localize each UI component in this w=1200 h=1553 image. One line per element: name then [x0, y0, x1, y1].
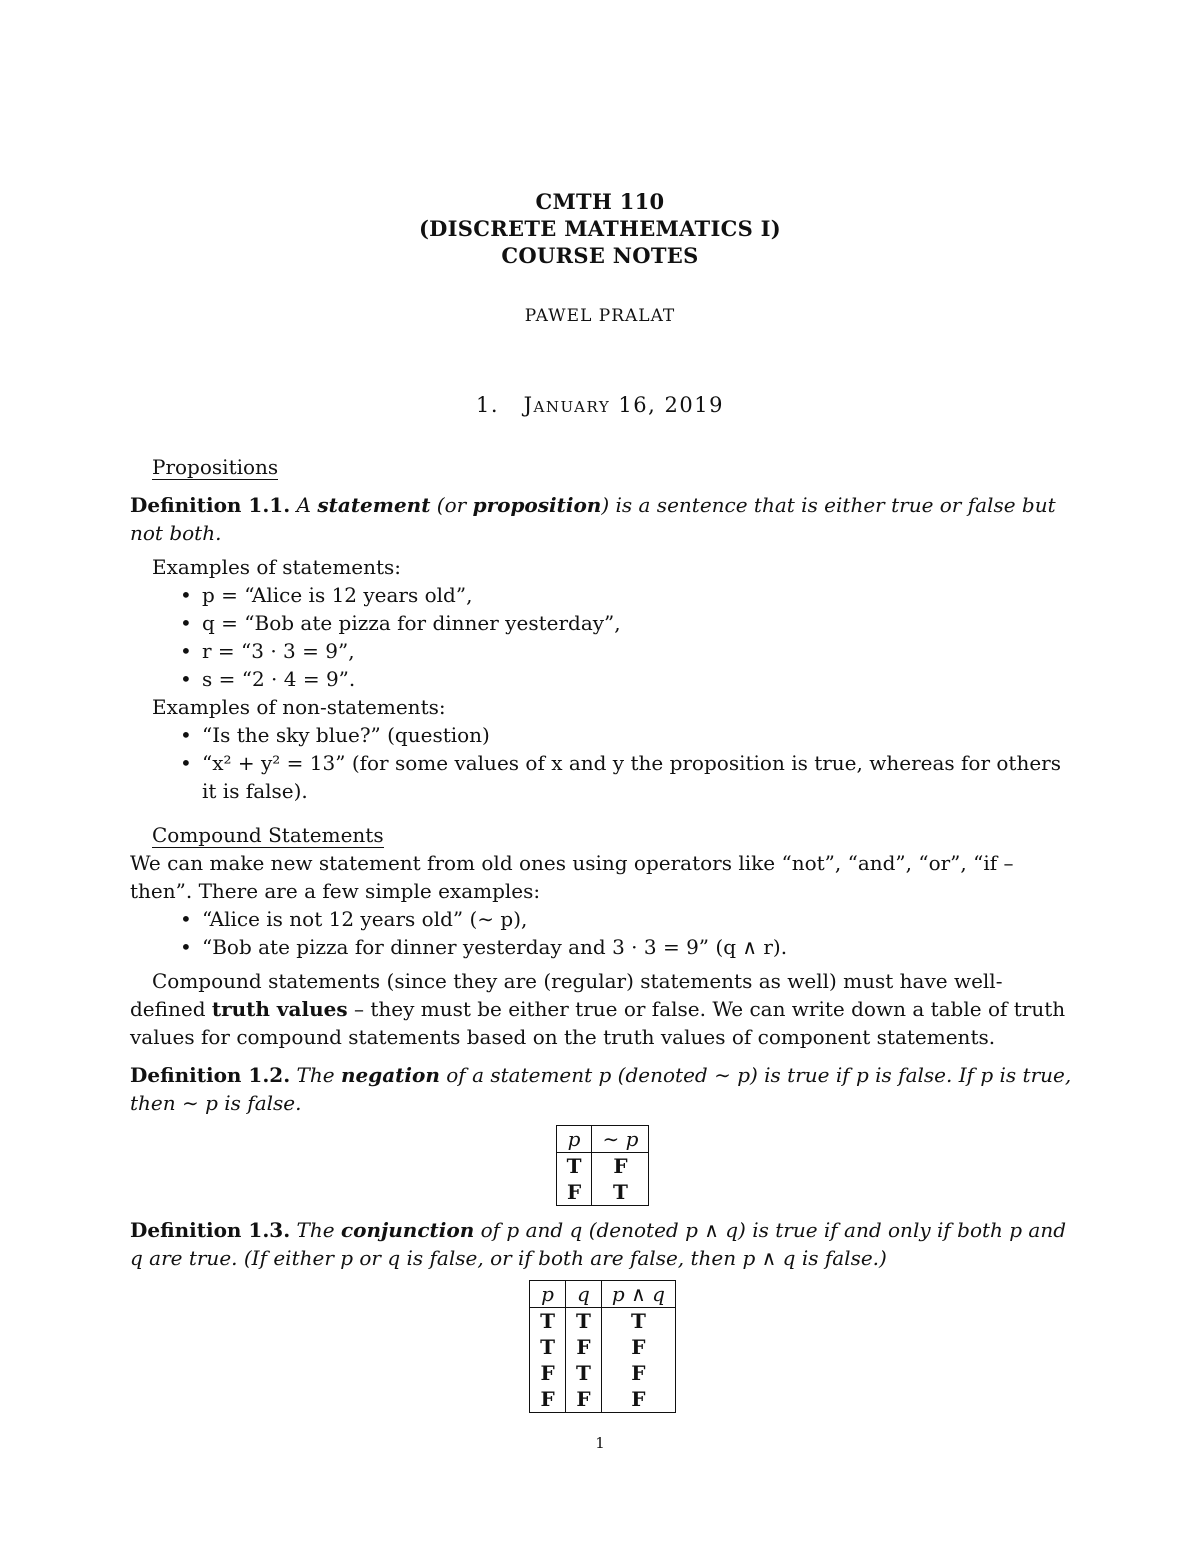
definition-1-1 [130, 491, 1075, 547]
conjunction-truth-table [529, 1280, 676, 1413]
definition-label: Definition 1.3. [130, 1218, 291, 1242]
term-proposition: proposition [472, 493, 602, 517]
table-row: T T T [530, 1308, 676, 1335]
table-header: ∼ p [592, 1126, 649, 1153]
definition-1-2 [130, 1061, 1075, 1117]
list-item: • “Alice is not 12 years old” (∼ p), [180, 905, 1075, 933]
table-header: p [556, 1126, 592, 1153]
term-negation: negation [340, 1063, 440, 1087]
definition-text: The conjunction of p and q (denoted p ∧ q) is true if and only if both p and q are true. (If either p or q is false, or if both are false, then p ∧ q is false.) [130, 1218, 1067, 1270]
definition-text: The negation of a statement p (denoted ∼ p) is true if p is false. If p is true, then ∼ p is false. [130, 1063, 1072, 1115]
document-type: COURSE NOTES [501, 243, 699, 268]
course-code: CMTH 110 [535, 189, 665, 214]
term-statement: statement [317, 493, 431, 517]
table-row: F F F [530, 1386, 676, 1413]
compound-paragraph: Compound statements (since they are (regular) statements as well) must have well-defined truth values – they must be either true or false. We can write down a table of truth values for compound statements based on the truth values of component statements. [130, 969, 1066, 1049]
definition-label: Definition 1.1. [130, 493, 291, 517]
table-row: T F [556, 1153, 649, 1180]
compound-intro: We can make new statement from old ones using operators like “not”, “and”, “or”, “if – then”. There are a few simple examples: [130, 851, 1014, 903]
examples-intro: Examples of statements: [152, 555, 402, 579]
list-item: • r = “3 · 3 = 9”, [180, 637, 1075, 665]
main-content [130, 452, 1075, 1419]
list-item: • p = “Alice is 12 years old”, [180, 581, 1075, 609]
page-number: 1 [595, 1434, 605, 1452]
definition-1-3 [130, 1216, 1075, 1272]
non-examples-intro: Examples of non-statements: [152, 695, 446, 719]
list-item: • q = “Bob ate pizza for dinner yesterday”, [180, 609, 1075, 637]
table-header: p [530, 1281, 566, 1308]
list-item: • “Bob ate pizza for dinner yesterday and 3 · 3 = 9” (q ∧ r). [180, 933, 1075, 961]
table-row: F T [556, 1179, 649, 1206]
table-row: T F F [530, 1334, 676, 1360]
list-item: • s = “2 · 4 = 9”. [180, 665, 1075, 693]
table-header: p ∧ q [601, 1281, 675, 1308]
section-heading: 1. January 16, 2019 [476, 393, 724, 417]
list-item: • “x² + y² = 13” (for some values of x and y the proposition is true, whereas for others it is false). [180, 749, 1075, 805]
table-row: F T F [530, 1360, 676, 1386]
non-examples-list [130, 721, 1075, 805]
course-name: (DISCRETE MATHEMATICS I) [418, 216, 782, 241]
term-truth-values: truth values [211, 997, 348, 1021]
author: PAWEL PRALAT [524, 306, 676, 326]
compound-examples-list [130, 905, 1075, 961]
list-item: • “Is the sky blue?” (question) [180, 721, 1075, 749]
term-conjunction: conjunction [340, 1218, 475, 1242]
subheading-compound: Compound Statements [152, 823, 384, 847]
definition-label: Definition 1.2. [130, 1063, 291, 1087]
title-block [0, 188, 1200, 269]
table-header: q [566, 1281, 602, 1308]
examples-list [130, 581, 1075, 693]
negation-truth-table [556, 1125, 650, 1206]
subheading-propositions: Propositions [152, 455, 279, 479]
definition-text: A statement (or proposition) is a sentence that is either true or false but not both. [130, 493, 1056, 545]
